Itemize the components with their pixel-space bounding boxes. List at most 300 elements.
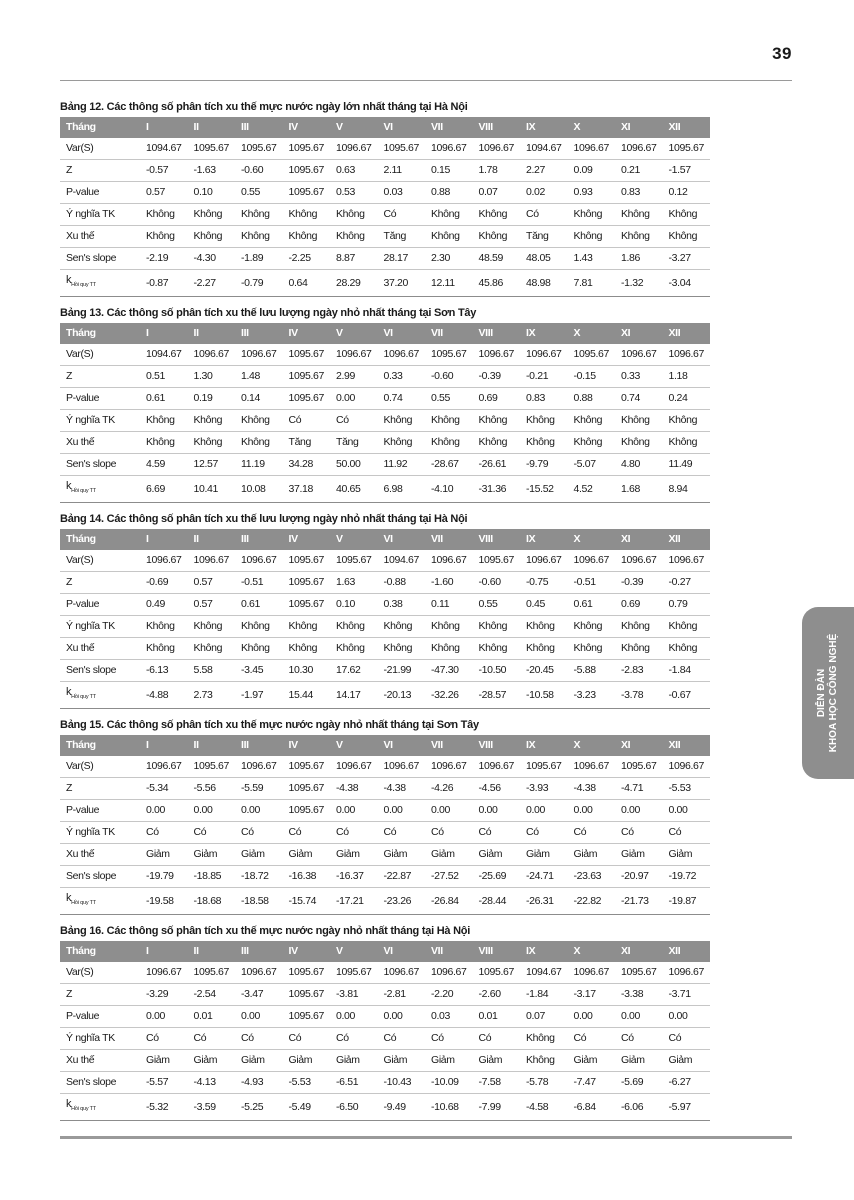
table-cell: 0.74	[378, 388, 426, 410]
table-cell: -0.21	[520, 366, 568, 388]
table-cell: 0.00	[615, 800, 663, 822]
table-cell: Giảm	[378, 844, 426, 866]
table-cell: Tăng	[283, 432, 331, 454]
header-cell-month: X	[568, 529, 616, 550]
table-cell: -2.25	[283, 248, 331, 270]
table-cell: 0.00	[425, 800, 473, 822]
table-cell: -1.84	[520, 984, 568, 1006]
table-cell: -0.51	[568, 572, 616, 594]
table-cell: -10.43	[378, 1072, 426, 1094]
row-label: Var(S)	[60, 756, 140, 778]
table-cell: 0.01	[473, 1006, 521, 1028]
header-cell-month: XI	[615, 323, 663, 344]
row-label-subscript: Hồi quy TT	[71, 282, 96, 288]
table-cell: Có	[283, 822, 331, 844]
table-cell: 1096.67	[235, 756, 283, 778]
table-cell: 48.59	[473, 248, 521, 270]
table-cell: -0.39	[473, 366, 521, 388]
table-cell: Có	[568, 822, 616, 844]
table-cell: Giảm	[235, 1050, 283, 1072]
table-cell: 0.69	[615, 594, 663, 616]
table-cell: 10.30	[283, 660, 331, 682]
row-label: Sen's slope	[60, 248, 140, 270]
table-cell: 0.33	[615, 366, 663, 388]
table-row	[60, 226, 710, 248]
table-cell: 14.17	[330, 682, 378, 709]
row-label: Var(S)	[60, 550, 140, 572]
table-cell: -22.82	[568, 888, 616, 915]
row-label-symbol: k	[66, 892, 72, 904]
data-table	[60, 529, 710, 709]
header-cell-month: VI	[378, 529, 426, 550]
table-cell: -5.07	[568, 454, 616, 476]
table-cell: 0.00	[615, 1006, 663, 1028]
table-cell: -0.27	[663, 572, 711, 594]
header-cell-month: III	[235, 529, 283, 550]
table-row	[60, 410, 710, 432]
table-cell: -7.58	[473, 1072, 521, 1094]
table-cell: 0.69	[473, 388, 521, 410]
table-cell: 1096.67	[425, 138, 473, 160]
table-cell: 2.27	[520, 160, 568, 182]
data-table	[60, 117, 710, 297]
table-cell: Có	[140, 1028, 188, 1050]
table-cell: 48.98	[520, 270, 568, 297]
table-cell: 1.43	[568, 248, 616, 270]
table-cell: -22.87	[378, 866, 426, 888]
table-cell: Giảm	[568, 844, 616, 866]
table-cell: 0.83	[615, 182, 663, 204]
table-cell: Giảm	[663, 1050, 711, 1072]
table-cell: -6.27	[663, 1072, 711, 1094]
row-label-subscript: Hồi quy TT	[71, 900, 96, 906]
table-cell: 1095.67	[473, 550, 521, 572]
table-cell: -7.47	[568, 1072, 616, 1094]
table-cell: 0.93	[568, 182, 616, 204]
table-cell: Không	[330, 204, 378, 226]
row-label-symbol: k	[66, 480, 72, 492]
table-cell: Giảm	[615, 844, 663, 866]
table-row	[60, 388, 710, 410]
table-cell: -18.68	[188, 888, 236, 915]
table-cell: Giảm	[330, 1050, 378, 1072]
table-cell: Có	[283, 1028, 331, 1050]
table-cell: -4.38	[330, 778, 378, 800]
table-cell: 0.00	[663, 800, 711, 822]
table-cell: -4.38	[378, 778, 426, 800]
data-table-block	[60, 921, 710, 1121]
header-cell-month: IV	[283, 735, 331, 756]
header-cell-month: XII	[663, 941, 711, 962]
table-cell: -5.53	[283, 1072, 331, 1094]
table-cell: -6.13	[140, 660, 188, 682]
table-cell: 28.29	[330, 270, 378, 297]
table-row	[60, 550, 710, 572]
header-cell-month-label: Tháng	[60, 735, 140, 756]
side-tab	[802, 607, 854, 779]
table-cell: Tăng	[378, 226, 426, 248]
table-cell: 1096.67	[378, 962, 426, 984]
row-label: Ý nghĩa TK	[60, 1028, 140, 1050]
header-cell-month: IX	[520, 941, 568, 962]
table-cell: Giảm	[615, 1050, 663, 1072]
table-cell: Không	[615, 226, 663, 248]
header-cell-month: I	[140, 529, 188, 550]
row-label: Z	[60, 778, 140, 800]
table-cell: -0.60	[473, 572, 521, 594]
header-cell-month: XI	[615, 529, 663, 550]
table-cell: 0.64	[283, 270, 331, 297]
table-cell: 1094.67	[140, 344, 188, 366]
table-cell: -4.93	[235, 1072, 283, 1094]
table-cell: Không	[188, 204, 236, 226]
table-cell: Không	[615, 616, 663, 638]
table-cell: -10.50	[473, 660, 521, 682]
table-cell: -3.45	[235, 660, 283, 682]
table-cell: Không	[188, 410, 236, 432]
table-cell: 1096.67	[473, 756, 521, 778]
table-cell: Có	[188, 822, 236, 844]
table-cell: Không	[140, 638, 188, 660]
row-label	[60, 476, 140, 503]
header-cell-month: I	[140, 735, 188, 756]
table-row	[60, 594, 710, 616]
row-label: P-value	[60, 182, 140, 204]
table-cell: 1095.67	[283, 366, 331, 388]
row-label: Ý nghĩa TK	[60, 616, 140, 638]
table-cell: Không	[663, 204, 711, 226]
table-cell: -0.75	[520, 572, 568, 594]
table-cell: -28.44	[473, 888, 521, 915]
table-cell: 0.45	[520, 594, 568, 616]
table-cell: -25.69	[473, 866, 521, 888]
table-cell: 50.00	[330, 454, 378, 476]
table-cell: 1095.67	[283, 572, 331, 594]
table-cell: -3.17	[568, 984, 616, 1006]
header-cell-month-label: Tháng	[60, 529, 140, 550]
table-cell: 8.87	[330, 248, 378, 270]
table-cell: 1096.67	[188, 344, 236, 366]
table-cell: 1095.67	[283, 182, 331, 204]
table-cell: Giảm	[425, 1050, 473, 1072]
header-cell-month: I	[140, 323, 188, 344]
header-cell-month: VII	[425, 323, 473, 344]
table-cell: 1096.67	[568, 550, 616, 572]
table-cell: 1096.67	[663, 550, 711, 572]
table-cell: 0.00	[568, 1006, 616, 1028]
table-cell: 1095.67	[283, 800, 331, 822]
table-cell: -32.26	[425, 682, 473, 709]
table-cell: -26.61	[473, 454, 521, 476]
table-cell: -2.54	[188, 984, 236, 1006]
row-label	[60, 682, 140, 709]
table-cell: Có	[425, 1028, 473, 1050]
table-cell: Không	[330, 616, 378, 638]
row-label: P-value	[60, 388, 140, 410]
table-cell: 0.51	[140, 366, 188, 388]
table-cell: 0.00	[663, 1006, 711, 1028]
table-cell: 1095.67	[663, 138, 711, 160]
table-cell: -5.53	[663, 778, 711, 800]
table-cell: Không	[473, 226, 521, 248]
row-label	[60, 888, 140, 915]
table-row	[60, 866, 710, 888]
table-cell: -16.37	[330, 866, 378, 888]
table-cell: Không	[283, 616, 331, 638]
row-label: Ý nghĩa TK	[60, 822, 140, 844]
table-row	[60, 138, 710, 160]
table-cell: Không	[615, 432, 663, 454]
table-cell: 1096.67	[520, 550, 568, 572]
table-cell: Giảm	[283, 844, 331, 866]
row-label: Z	[60, 984, 140, 1006]
table-cell: Không	[140, 410, 188, 432]
table-cell: 0.07	[473, 182, 521, 204]
header-cell-month: XI	[615, 117, 663, 138]
table-cell: Không	[615, 204, 663, 226]
table-cell: 1096.67	[663, 962, 711, 984]
table-cell: -20.45	[520, 660, 568, 682]
table-cell: 1.18	[663, 366, 711, 388]
table-cell: Không	[568, 204, 616, 226]
table-cell: Có	[235, 822, 283, 844]
row-label-symbol: k	[66, 686, 72, 698]
row-label: Ý nghĩa TK	[60, 410, 140, 432]
table-cell: Giảm	[425, 844, 473, 866]
table-cell: -2.60	[473, 984, 521, 1006]
table-cell: 1094.67	[140, 138, 188, 160]
table-cell: -0.60	[235, 160, 283, 182]
table-cell: Tăng	[330, 432, 378, 454]
table-cell: 1095.67	[473, 962, 521, 984]
table-cell: Không	[283, 204, 331, 226]
table-cell: Có	[520, 204, 568, 226]
table-cell: Không	[663, 432, 711, 454]
table-cell: Giảm	[140, 844, 188, 866]
header-cell-month: XII	[663, 323, 711, 344]
table-cell: Không	[140, 204, 188, 226]
header-cell-month: IV	[283, 323, 331, 344]
table-cell: 1095.67	[330, 962, 378, 984]
table-cell: 1096.67	[235, 344, 283, 366]
table-cell: -3.27	[663, 248, 711, 270]
table-cell: 0.01	[188, 1006, 236, 1028]
header-cell-month: II	[188, 735, 236, 756]
table-cell: Không	[663, 410, 711, 432]
header-cell-month: VI	[378, 941, 426, 962]
table-cell: Giảm	[663, 844, 711, 866]
table-cell: Có	[283, 410, 331, 432]
table-cell: 0.10	[188, 182, 236, 204]
table-cell: 0.63	[330, 160, 378, 182]
table-cell: 1096.67	[378, 344, 426, 366]
table-cell: 0.33	[378, 366, 426, 388]
table-cell: 2.30	[425, 248, 473, 270]
table-cell: 45.86	[473, 270, 521, 297]
table-caption: Bảng 16. Các thông số phân tích xu thế mực nước ngày nhỏ nhất tháng tại Hà Nội	[60, 925, 471, 937]
table-cell: 1095.67	[520, 756, 568, 778]
table-cell: 37.18	[283, 476, 331, 503]
table-cell: 15.44	[283, 682, 331, 709]
table-cell: -3.81	[330, 984, 378, 1006]
table-row	[60, 366, 710, 388]
table-cell: 0.00	[568, 800, 616, 822]
table-cell: -16.38	[283, 866, 331, 888]
table-cell: Không	[425, 638, 473, 660]
table-cell: Không	[615, 410, 663, 432]
header-cell-month: X	[568, 323, 616, 344]
table-header-row	[60, 941, 710, 962]
row-label: Sen's slope	[60, 866, 140, 888]
table-cell: 1095.67	[188, 138, 236, 160]
table-caption: Bảng 13. Các thông số phân tích xu thế lưu lượng ngày nhỏ nhất tháng tại Sơn Tây	[60, 307, 477, 319]
table-row	[60, 638, 710, 660]
header-cell-month: V	[330, 529, 378, 550]
table-cell: Không	[473, 432, 521, 454]
row-label-subscript: Hồi quy TT	[71, 488, 96, 494]
table-cell: Không	[425, 226, 473, 248]
table-cell: -47.30	[425, 660, 473, 682]
table-cell: Giảm	[520, 844, 568, 866]
row-label-subscript: Hồi quy TT	[71, 694, 96, 700]
table-cell: -5.56	[188, 778, 236, 800]
table-cell: 0.74	[615, 388, 663, 410]
table-cell: -3.04	[663, 270, 711, 297]
row-label: Xu thế	[60, 432, 140, 454]
header-cell-month: XI	[615, 941, 663, 962]
table-cell: 1096.67	[568, 756, 616, 778]
table-cell: 0.55	[235, 182, 283, 204]
table-cell: -4.10	[425, 476, 473, 503]
table-row	[60, 1050, 710, 1072]
table-cell: -5.97	[663, 1094, 711, 1121]
table-cell: Không	[188, 638, 236, 660]
table-cell: 1.63	[330, 572, 378, 594]
table-cell: -5.59	[235, 778, 283, 800]
table-cell: -28.57	[473, 682, 521, 709]
table-cell: 0.88	[425, 182, 473, 204]
table-cell: -0.79	[235, 270, 283, 297]
table-row	[60, 1072, 710, 1094]
header-cell-month: IX	[520, 529, 568, 550]
table-cell: 0.11	[425, 594, 473, 616]
table-cell: Giảm	[378, 1050, 426, 1072]
table-cell: 1096.67	[140, 550, 188, 572]
header-cell-month: XI	[615, 735, 663, 756]
table-cell: -17.21	[330, 888, 378, 915]
table-row	[60, 1094, 710, 1121]
table-cell: 1096.67	[568, 138, 616, 160]
table-cell: -26.84	[425, 888, 473, 915]
table-cell: 1095.67	[188, 756, 236, 778]
table-cell: 1095.67	[283, 550, 331, 572]
table-cell: 4.59	[140, 454, 188, 476]
table-cell: -6.84	[568, 1094, 616, 1121]
table-cell: -1.84	[663, 660, 711, 682]
table-cell: -5.32	[140, 1094, 188, 1121]
table-cell: -3.71	[663, 984, 711, 1006]
row-label: Ý nghĩa TK	[60, 204, 140, 226]
table-cell: -2.83	[615, 660, 663, 682]
data-table-block	[60, 509, 710, 709]
table-row	[60, 270, 710, 297]
table-cell: -3.47	[235, 984, 283, 1006]
table-cell: 1095.67	[188, 962, 236, 984]
table-cell: Có	[330, 1028, 378, 1050]
table-cell: -26.31	[520, 888, 568, 915]
header-cell-month: VI	[378, 323, 426, 344]
table-row	[60, 660, 710, 682]
table-cell: -28.67	[425, 454, 473, 476]
table-cell: -27.52	[425, 866, 473, 888]
table-cell: 1095.67	[283, 388, 331, 410]
table-cell: 0.57	[188, 594, 236, 616]
table-cell: 1095.67	[283, 778, 331, 800]
table-cell: Không	[378, 410, 426, 432]
table-cell: 10.08	[235, 476, 283, 503]
table-cell: 0.15	[425, 160, 473, 182]
table-cell: 0.00	[140, 800, 188, 822]
table-cell: -15.74	[283, 888, 331, 915]
table-cell: Không	[615, 638, 663, 660]
table-cell: 0.61	[235, 594, 283, 616]
table-cell: 1095.67	[283, 984, 331, 1006]
table-cell: Có	[378, 204, 426, 226]
table-cell: Không	[425, 410, 473, 432]
table-cell: -2.81	[378, 984, 426, 1006]
header-cell-month: II	[188, 941, 236, 962]
table-cell: -4.38	[568, 778, 616, 800]
table-cell: -5.69	[615, 1072, 663, 1094]
table-cell: 0.49	[140, 594, 188, 616]
table-cell: -6.06	[615, 1094, 663, 1121]
table-cell: Không	[235, 432, 283, 454]
table-cell: -3.59	[188, 1094, 236, 1121]
row-label: Sen's slope	[60, 1072, 140, 1094]
table-cell: -3.38	[615, 984, 663, 1006]
table-cell: 6.98	[378, 476, 426, 503]
table-cell: Không	[520, 616, 568, 638]
table-cell: 1096.67	[378, 756, 426, 778]
table-cell: 1096.67	[520, 344, 568, 366]
header-cell-month: VIII	[473, 323, 521, 344]
table-cell: 1095.67	[283, 160, 331, 182]
row-label: Var(S)	[60, 962, 140, 984]
table-cell: 1095.67	[283, 962, 331, 984]
table-cell: 1094.67	[378, 550, 426, 572]
table-cell: -23.26	[378, 888, 426, 915]
side-tab-label	[816, 634, 840, 753]
table-cell: -19.79	[140, 866, 188, 888]
table-cell: -23.63	[568, 866, 616, 888]
table-cell: -9.49	[378, 1094, 426, 1121]
table-cell: Không	[663, 638, 711, 660]
table-cell: 1096.67	[235, 550, 283, 572]
table-cell: Không	[378, 638, 426, 660]
row-label: Var(S)	[60, 138, 140, 160]
header-cell-month: II	[188, 323, 236, 344]
table-cell: Có	[378, 822, 426, 844]
table-row	[60, 682, 710, 709]
table-cell: Có	[188, 1028, 236, 1050]
header-cell-month: XII	[663, 117, 711, 138]
header-cell-month: IX	[520, 735, 568, 756]
table-row	[60, 248, 710, 270]
table-cell: Không	[378, 616, 426, 638]
table-cell: -0.39	[615, 572, 663, 594]
header-cell-month-label: Tháng	[60, 117, 140, 138]
header-cell-month: II	[188, 117, 236, 138]
